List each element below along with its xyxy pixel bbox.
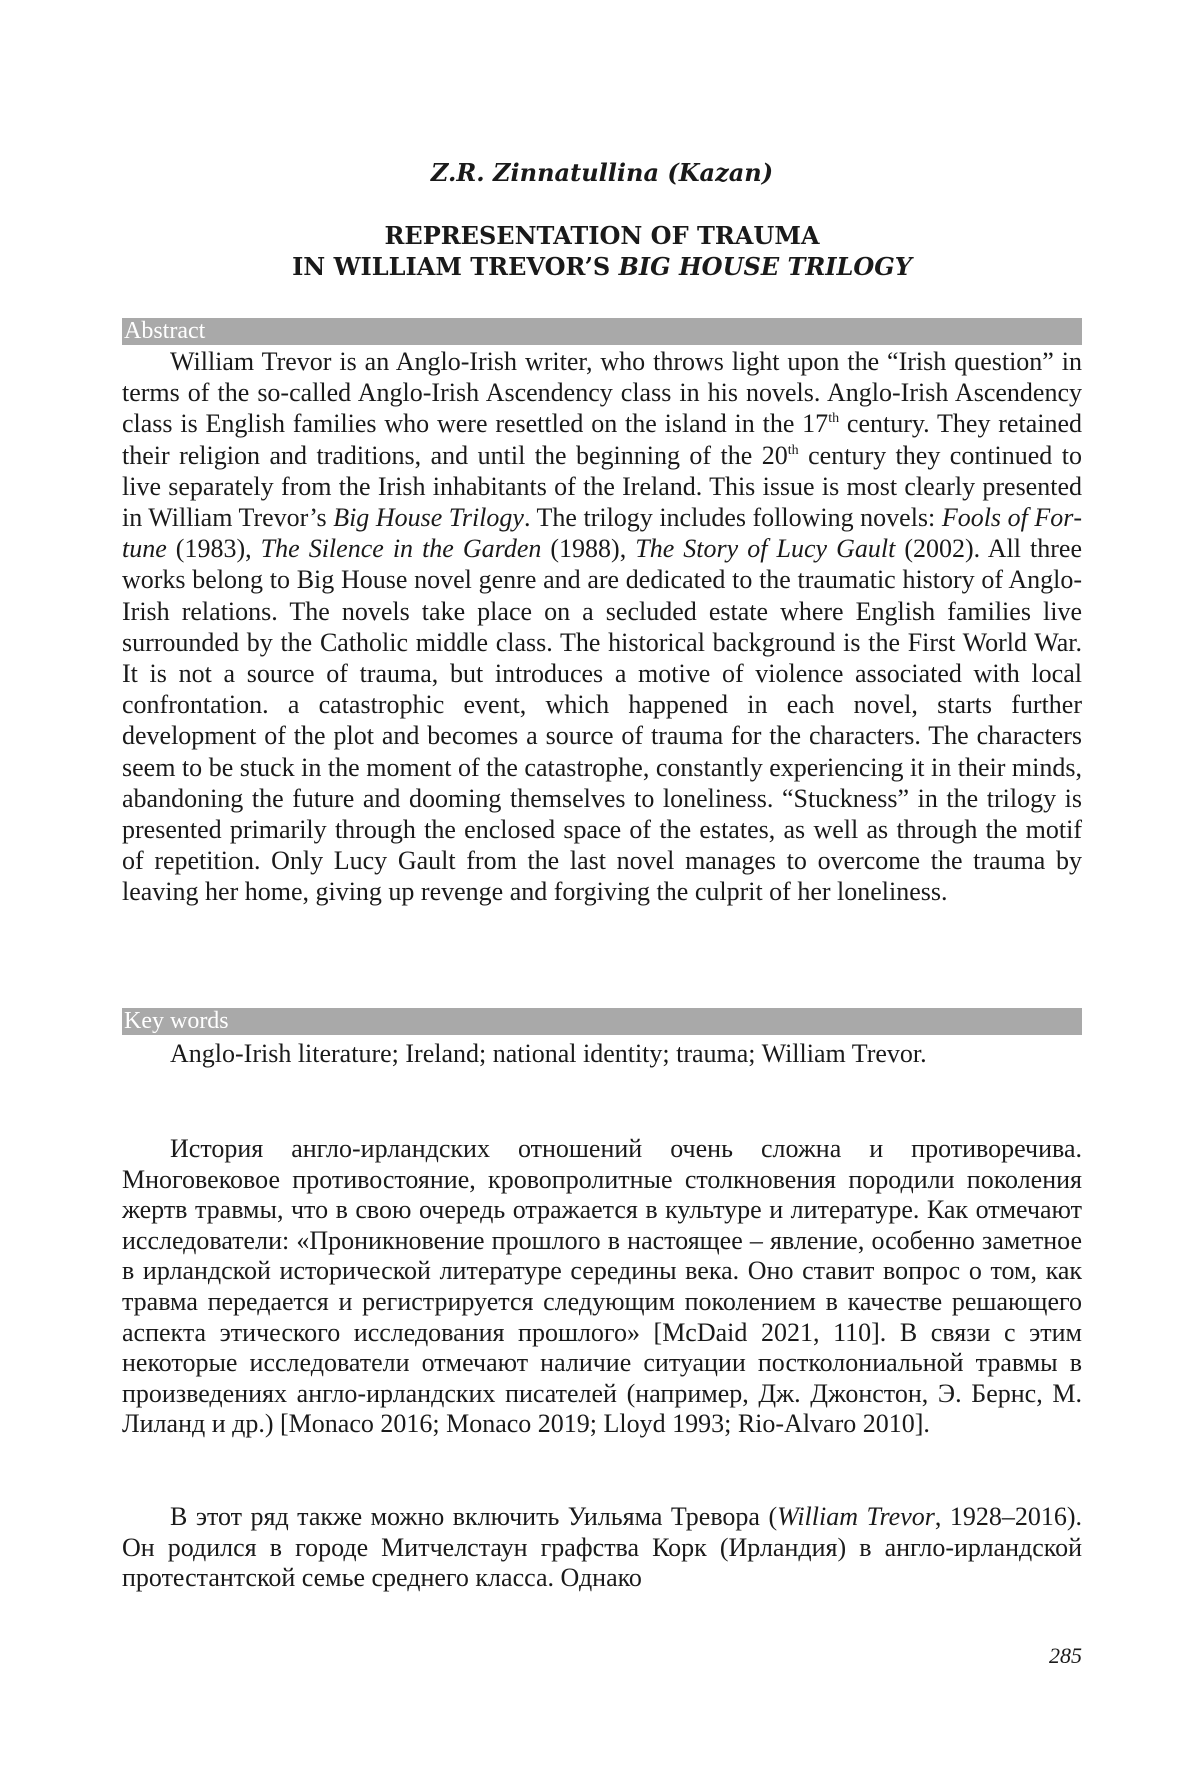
abstract-superscript: th bbox=[787, 442, 799, 458]
abstract-italic-title: Big House Trilogy bbox=[333, 503, 524, 533]
title-line-2-prefix: IN WILLIAM TREVOR’S bbox=[292, 252, 619, 281]
abstract-segment: (1988), bbox=[541, 534, 636, 564]
abstract-segment: . The trilogy includes following novels: bbox=[523, 503, 942, 533]
title-line-2-italic: BIG HOUSE TRILOGY bbox=[618, 252, 912, 281]
abstract-segment: century they continued to live separately from the Irish inhabitants of the Ireland. This issue is most clearly presented in William Trevor’s bbox=[122, 440, 1082, 533]
body-italic-name: William Trevor bbox=[777, 1502, 935, 1531]
abstract-text bbox=[122, 346, 1082, 908]
title-line-1: REPRESENTATION OF TRAUMA bbox=[384, 221, 820, 250]
abstract-segment: William Trevor is an Anglo-Irish writer, who throws light upon the “Irish question” in terms of the so-called Anglo-Irish Ascendency class in his novels. Anglo-Irish Ascendency class is English families who were resettled on the island in the 17 bbox=[122, 347, 1082, 439]
abstract-italic-title: The Story of Lucy Gault bbox=[635, 534, 896, 564]
page-number: 285 bbox=[1049, 1643, 1082, 1668]
body-segment: , 1928–2016). Он родился в городе Митчелстаун графства Корк (Ирландия) в англо-ирландской протестантской семье среднего класса. Однако bbox=[122, 1502, 1082, 1593]
abstract-heading: Abstract bbox=[122, 318, 1082, 345]
title-line-2 bbox=[122, 251, 1082, 282]
abstract-italic-title: Fools of Fortune bbox=[122, 503, 1083, 564]
body-segment: В этот ряд также можно включить Уильяма Тревора ( bbox=[170, 1502, 778, 1531]
body-paragraph-1: История англо-ирландских отношений очень сложна и противоречива. Многовековое противостояние, кровопролитные столкновения породили поколения жертв травмы, что в свою очередь отражается в культуре и литературе. Как отмечают исследователи: «Проникновение прошлого в настоящее – явление, особенно заметное в ирландской исторической литературе середины века. Оно ставит вопрос о том, как травма передается и регистрируется следующим поколением в качестве решающего аспекта этического исследования прошлого» [McDaid 2021, 110]. В связи с этим некоторые исследователи отмечают наличие ситуации постколониальной травмы в произведениях англо-ирландских писателей (например, Дж. Джонстон, Э. Бернс, М. Лиланд и др.) [Monaco 2016; Monaco 2019; Lloyd 1993; Rio-Alvaro 2010]. bbox=[122, 1134, 1082, 1439]
article-title bbox=[122, 220, 1082, 282]
keywords-text: Anglo-Irish literature; Ireland; national identity; trauma; William Trevor. bbox=[170, 1039, 927, 1068]
abstract-segment: century. They retained their religion and traditions, and until the beginning of the 20 bbox=[122, 409, 1083, 470]
author-line: Z.R. Zinnatullina (Kazan) bbox=[430, 158, 774, 187]
body-paragraph-2 bbox=[122, 1502, 1082, 1594]
abstract-segment: (2002). All three works belong to Big House novel genre and are dedicated to the traumatic history of Anglo-Irish relations. The novels take place on a secluded estate where English families live surrounded by the Catholic middle class. The historical background is the First World War. It is not a source of trauma, but introduces a motive of violence associated with local confrontation. a catastrophic event, which happened in each novel, starts further development of the plot and becomes a source of trauma for the characters. The characters seem to be stuck in the moment of the catastrophe, constantly experiencing it in their minds, abandoning the future and dooming themselves to loneliness. “Stuckness” in the trilogy is presented primarily through the enclosed space of the estates, as well as through the motif of repetition. Only Lucy Gault from the last novel manages to overcome the trauma by leaving her home, giving up revenge and forgiving the culprit of her loneliness. bbox=[122, 534, 1082, 907]
abstract-italic-title: The Silence in the Garden bbox=[260, 534, 542, 564]
document-page bbox=[122, 0, 1082, 1784]
abstract-superscript: th bbox=[828, 411, 840, 427]
keywords-heading: Key words bbox=[122, 1008, 1082, 1035]
abstract-segment: (1983), bbox=[166, 534, 261, 564]
